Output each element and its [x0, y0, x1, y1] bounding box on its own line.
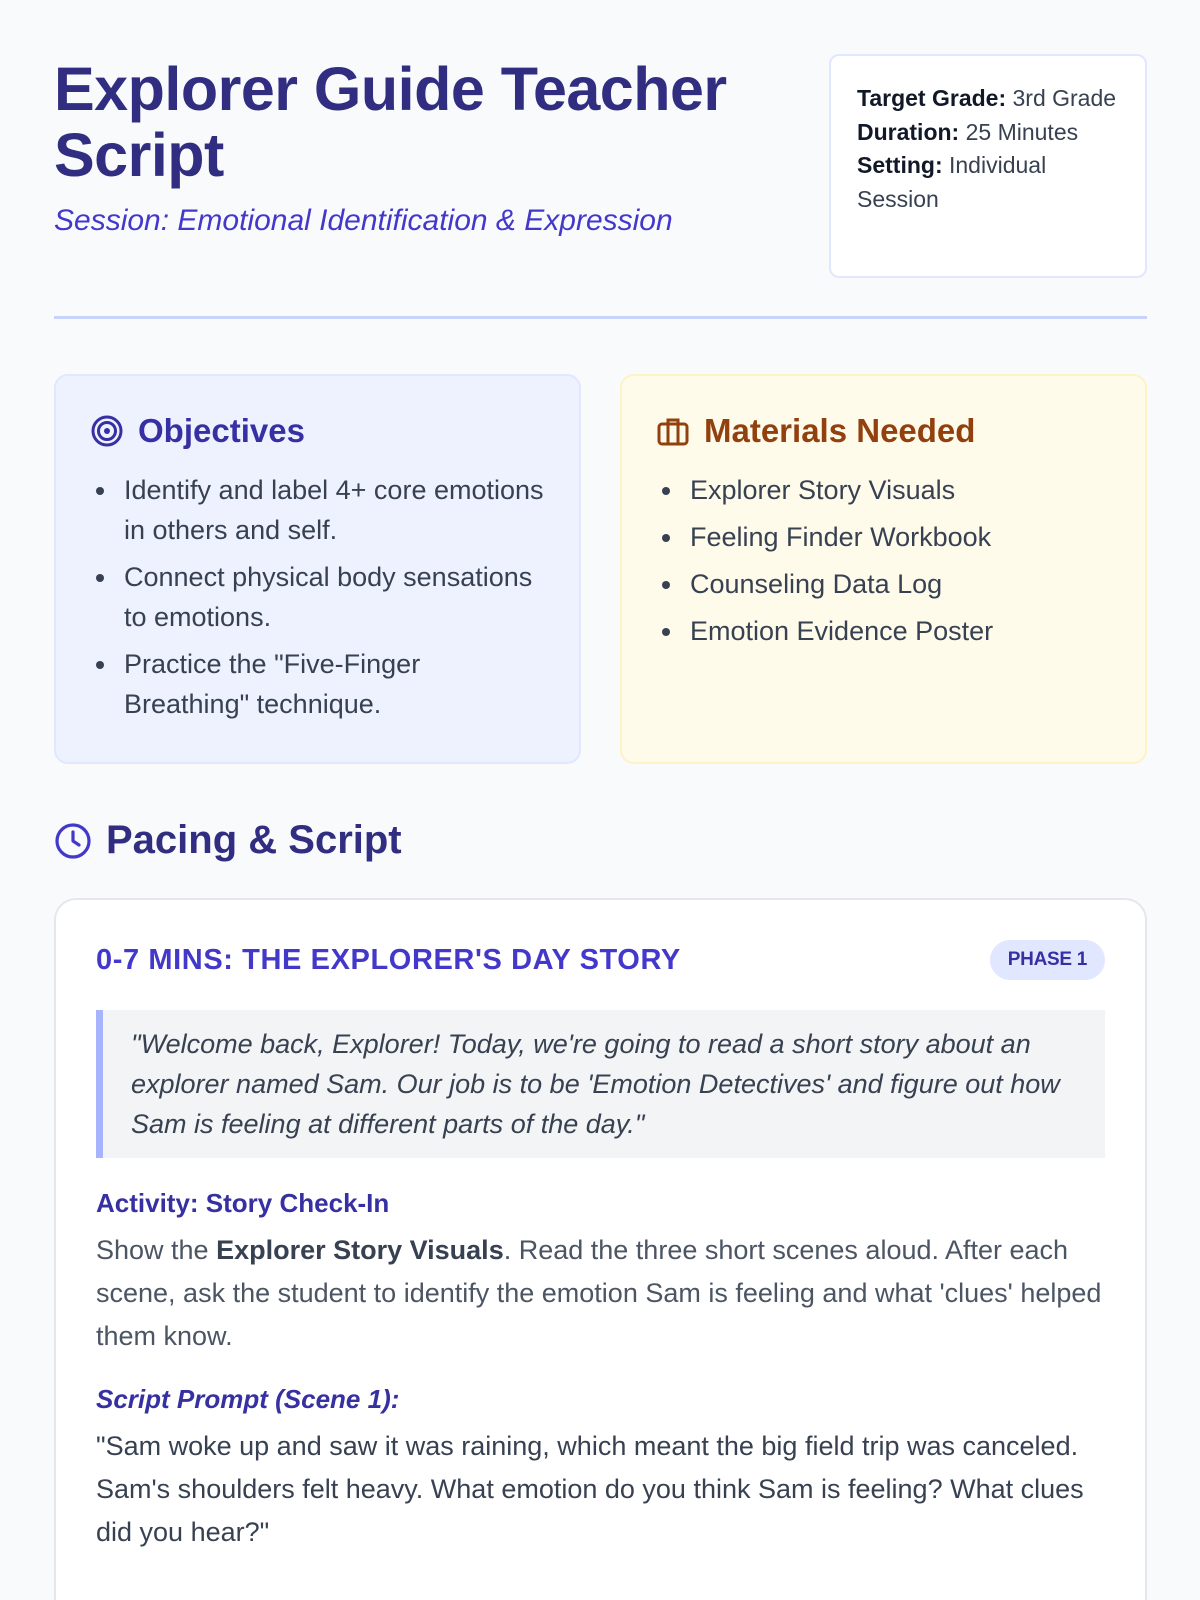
activity-text — [96, 1229, 1105, 1358]
list-item: Feeling Finder Workbook — [656, 517, 1111, 557]
target-icon — [90, 414, 124, 448]
page-title: Explorer Guide Teacher Script — [54, 55, 727, 189]
clock-icon — [54, 822, 92, 860]
page — [54, 0, 1147, 1547]
activity-text-post: . Read the three short scenes aloud. After each scene, ask the student to identify the emotion Sam is feeling and what 'clues' helped them know. — [96, 1235, 1102, 1351]
materials-list — [656, 470, 1111, 651]
materials-card — [620, 374, 1147, 764]
phase-header — [96, 940, 1105, 980]
activity-text-pre: Show the — [96, 1235, 217, 1265]
objectives-heading: Objectives — [138, 412, 305, 449]
meta-duration-value: 25 Minutes — [965, 118, 1079, 145]
list-item: Counseling Data Log — [656, 564, 1111, 604]
session-subtitle: Session: Emotional Identification & Expression — [54, 204, 673, 237]
meta-setting — [857, 149, 1119, 216]
prompt-label: Script Prompt (Scene 1): — [96, 1384, 400, 1414]
materials-header — [656, 412, 1111, 450]
list-item: Connect physical body sensations to emotions. — [90, 557, 545, 637]
pacing-heading: Pacing & Script — [106, 818, 402, 862]
header — [54, 0, 1147, 320]
phase-card — [54, 898, 1147, 1600]
briefcase-icon — [656, 414, 690, 448]
list-item: Identify and label 4+ core emotions in others and self. — [90, 470, 545, 550]
list-item: Explorer Story Visuals — [656, 470, 1111, 510]
meta-setting-label: Setting: — [857, 152, 943, 178]
prompt-text: "Sam woke up and saw it was raining, which meant the big field trip was canceled. Sam's shoulders felt heavy. What emotion do you think Sam is feeling? What clues did you hear?" — [96, 1431, 1084, 1547]
objectives-list — [90, 470, 545, 724]
header-divider — [54, 316, 1147, 319]
meta-grade-value: 3rd Grade — [1012, 85, 1117, 111]
session-meta-card — [829, 54, 1147, 278]
script-quote: "Welcome back, Explorer! Today, we're going to read a short story about an explorer named Sam. Our job is to be 'Emotion Detectives' and figure out how Sam is feeling at different parts of the day." — [96, 1010, 1105, 1158]
phase-badge: PHASE 1 — [990, 940, 1105, 980]
activity-text-bold: Explorer Story Visuals — [216, 1235, 504, 1265]
phase-title: 0-7 MINS: THE EXPLORER'S DAY STORY — [96, 943, 681, 976]
meta-grade-label: Target Grade: — [857, 85, 1007, 111]
list-item: Practice the "Five-Finger Breathing" technique. — [90, 644, 545, 724]
meta-grade — [857, 82, 1119, 116]
objectives-header — [90, 412, 545, 450]
meta-duration — [857, 116, 1119, 150]
materials-heading: Materials Needed — [704, 412, 976, 449]
list-item: Emotion Evidence Poster — [656, 611, 1111, 651]
meta-setting-value: Individual Session — [857, 152, 1047, 212]
pacing-header — [54, 818, 402, 863]
activity-label: Activity: Story Check-In — [96, 1188, 390, 1218]
objectives-card — [54, 374, 581, 764]
meta-duration-label: Duration: — [857, 118, 960, 145]
